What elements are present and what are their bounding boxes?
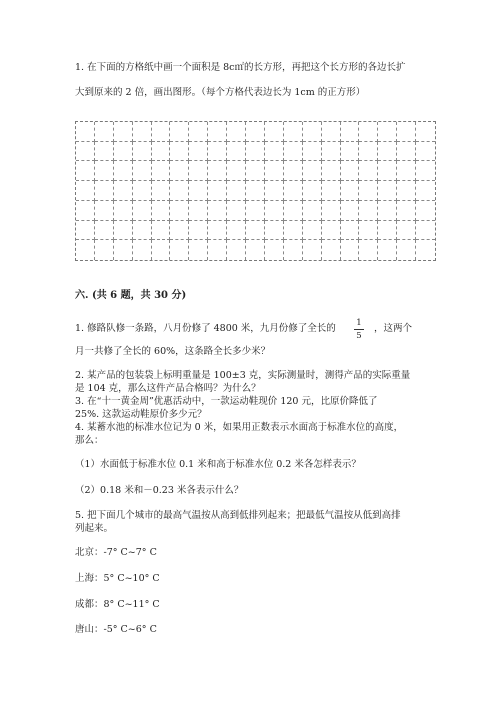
grid-cell: [152, 142, 171, 162]
fraction-bar: [354, 329, 364, 330]
fraction-one-fifth: [354, 318, 364, 341]
grid-cell: [246, 240, 265, 260]
grid-cell: [397, 181, 416, 201]
problem-4-sub-2: （2）0.18 米和－0.23 米各表示什么？: [75, 485, 244, 496]
grid-cell: [95, 142, 114, 162]
grid-cell: [189, 142, 208, 162]
problem-5-line-1: 5. 把下面几个城市的最高气温按从高到低排列起来；把最低气温按从低到高排: [75, 510, 401, 521]
section-6-heading: 六. (共 6 题，共 30 分): [75, 290, 187, 301]
grid-cell: [378, 221, 397, 241]
grid-cell: [322, 161, 341, 181]
grid-cell: [265, 142, 284, 162]
grid-cell: [189, 201, 208, 221]
grid-cell: [378, 201, 397, 221]
grid-cell: [76, 201, 95, 221]
grid-cell: [189, 181, 208, 201]
grid-cell: [133, 181, 152, 201]
grid-cell: [416, 221, 435, 241]
problem-3-line-1: 3. 在“十一黄金周”优惠活动中，一款运动鞋现价 120 元，比原价降低了: [75, 396, 378, 407]
grid-cell: [208, 221, 227, 241]
q1-text-line-1: 1. 在下面的方格纸中画一个面积是 8c㎡的长方形，再把这个长方形的各边长扩: [75, 62, 406, 73]
grid-cell: [265, 240, 284, 260]
grid-cell: [246, 142, 265, 162]
grid-cell: [208, 201, 227, 221]
grid-cell: [76, 161, 95, 181]
grid-cell: [246, 181, 265, 201]
grid-cell: [359, 122, 378, 142]
grid-cell: [76, 142, 95, 162]
grid-cell: [341, 240, 360, 260]
grid-cell: [170, 122, 189, 142]
grid-cell: [397, 221, 416, 241]
grid-cell: [359, 240, 378, 260]
grid-cell: [284, 240, 303, 260]
grid-cell: [170, 142, 189, 162]
grid-cell: [208, 161, 227, 181]
grid-cell: [303, 221, 322, 241]
grid-cell: [114, 161, 133, 181]
grid-cell: [170, 181, 189, 201]
grid-cell: [227, 142, 246, 162]
grid-cell: [227, 122, 246, 142]
grid-cell: [397, 240, 416, 260]
grid-cell: [416, 142, 435, 162]
grid-cell: [322, 181, 341, 201]
grid-cell: [170, 201, 189, 221]
grid-cell: [227, 240, 246, 260]
grid-cell: [227, 201, 246, 221]
grid-cell: [322, 221, 341, 241]
grid-cell: [114, 122, 133, 142]
grid-cell: [303, 240, 322, 260]
grid-cell: [303, 181, 322, 201]
grid-cell: [246, 161, 265, 181]
problem-2-line-2: 是 104 克，那么这件产品合格吗？为什么？: [75, 383, 261, 394]
grid-cell: [265, 221, 284, 241]
grid-cell: [397, 142, 416, 162]
grid-cell: [359, 161, 378, 181]
grid-cell: [246, 201, 265, 221]
grid-cell: [152, 161, 171, 181]
grid-cell: [378, 122, 397, 142]
problem-5-line-2: 列起来。: [75, 523, 114, 534]
grid-cell: [322, 201, 341, 221]
grid-cell: [95, 240, 114, 260]
grid-cell: [152, 201, 171, 221]
grid-cell: [189, 122, 208, 142]
grid-cell: [341, 142, 360, 162]
grid-cell: [416, 240, 435, 260]
grid-cell: [189, 161, 208, 181]
grid-cell: [95, 201, 114, 221]
fraction-numerator: 1: [356, 318, 362, 328]
grid-cell: [322, 240, 341, 260]
problem-1-line-1-tail: ，这两个: [374, 323, 413, 334]
grid-cell: [284, 161, 303, 181]
grid-cell: [95, 161, 114, 181]
grid-cell: [303, 161, 322, 181]
grid-cell: [341, 161, 360, 181]
grid-cell: [397, 122, 416, 142]
grid-cell: [95, 122, 114, 142]
grid-cell: [208, 240, 227, 260]
grid-cell: [284, 201, 303, 221]
grid-cell: [416, 201, 435, 221]
grid-cell: [265, 122, 284, 142]
problem-3-line-2: 25%. 这款运动鞋原价多少元？: [75, 409, 207, 420]
grid-cell: [227, 161, 246, 181]
grid-cell: [227, 221, 246, 241]
grid-cell: [341, 122, 360, 142]
grid-cell: [114, 201, 133, 221]
grid-cell: [114, 142, 133, 162]
grid-cell: [208, 181, 227, 201]
grid-cell: [133, 142, 152, 162]
grid-cell: [359, 201, 378, 221]
city-temperature-tangshan: 唐山：-5° C~6° C: [75, 624, 157, 635]
grid-cell: [416, 181, 435, 201]
grid-cell: [208, 122, 227, 142]
grid-cell: [114, 240, 133, 260]
grid-cell: [284, 221, 303, 241]
grid-cell: [303, 201, 322, 221]
fraction-denominator: 5: [356, 331, 362, 341]
grid-cell: [227, 181, 246, 201]
grid-cell: [378, 181, 397, 201]
problem-4-line-2: 那么：: [75, 435, 104, 446]
grid-cell: [189, 221, 208, 241]
grid-cell: [76, 122, 95, 142]
grid-cell: [359, 181, 378, 201]
grid-cell: [416, 161, 435, 181]
grid-cell: [359, 142, 378, 162]
grid-cell: [152, 240, 171, 260]
grid-cell: [341, 201, 360, 221]
problem-4-sub-1: （1）水面低于标准水位 0.1 米和高于标准水位 0.2 米各怎样表示？: [75, 459, 361, 470]
problem-2-line-1: 2. 某产品的包装袋上标明重量是 100±3 克，实际测量时，测得产品的实际重量: [75, 370, 411, 381]
problem-1-line-1: 1. 修路队修一条路，八月份修了 4800 米，九月份修了全长的: [75, 323, 336, 334]
q1-text-line-2: 大到原来的 2 倍，画出图形。（每个方格代表边长为 1cm 的正方形）: [75, 87, 366, 98]
grid-cell: [284, 142, 303, 162]
city-temperature-beijing: 北京：-7° C~7° C: [75, 547, 157, 558]
grid-cell: [246, 221, 265, 241]
grid-cell: [152, 122, 171, 142]
grid-cell: [265, 181, 284, 201]
grid-cell: [114, 221, 133, 241]
grid-cell: [76, 181, 95, 201]
grid-cell: [378, 161, 397, 181]
grid-cell: [378, 142, 397, 162]
grid-cell: [303, 122, 322, 142]
grid-cell: [152, 221, 171, 241]
grid-cell: [303, 142, 322, 162]
grid-cell: [341, 221, 360, 241]
grid-cell: [95, 181, 114, 201]
problem-1-line-2: 月一共修了全长的 60%，这条路全长多少米？: [75, 346, 271, 357]
grid-cell: [265, 201, 284, 221]
grid-cell: [133, 201, 152, 221]
grid-paper: [75, 121, 436, 261]
grid-cell: [170, 240, 189, 260]
grid-cell: [416, 122, 435, 142]
grid-cell: [208, 142, 227, 162]
grid-cell: [133, 221, 152, 241]
grid-cell: [133, 240, 152, 260]
grid-cell: [95, 221, 114, 241]
grid-cell: [170, 161, 189, 181]
grid-cell: [189, 240, 208, 260]
grid-cell: [322, 122, 341, 142]
problem-4-line-1: 4. 某蓄水池的标准水位记为 0 米，如果用正数表示水面高于标准水位的高度，: [75, 422, 404, 433]
grid-cell: [170, 221, 189, 241]
grid-cell: [284, 122, 303, 142]
grid-cell: [397, 161, 416, 181]
grid-cell: [76, 221, 95, 241]
grid-cell: [76, 240, 95, 260]
grid-cell: [265, 161, 284, 181]
grid-cell: [322, 142, 341, 162]
grid-cell: [133, 161, 152, 181]
grid-cell: [152, 181, 171, 201]
grid-cell: [378, 240, 397, 260]
grid-cell: [359, 221, 378, 241]
grid-cell: [133, 122, 152, 142]
grid-cell: [341, 181, 360, 201]
grid-cell: [246, 122, 265, 142]
grid-cell: [284, 181, 303, 201]
grid-cell: [114, 181, 133, 201]
city-temperature-shanghai: 上海：5° C~10° C: [75, 573, 160, 584]
grid-cell: [397, 201, 416, 221]
city-temperature-chengdu: 成都：8° C~11° C: [75, 599, 160, 610]
